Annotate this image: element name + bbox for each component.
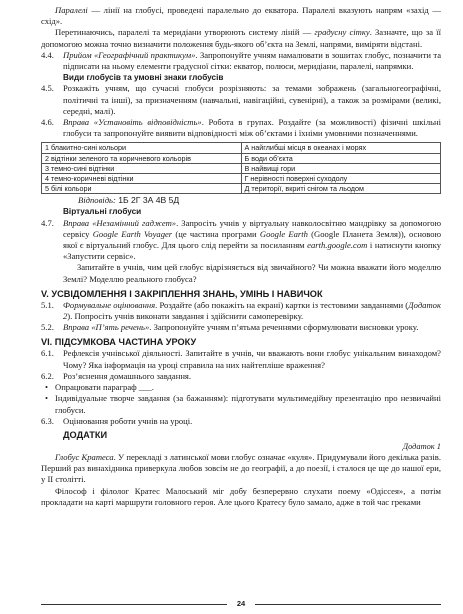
item-text xyxy=(63,300,441,322)
service-name: Google Earth Voyager xyxy=(92,228,173,239)
table-row xyxy=(42,143,441,153)
item-4-5 xyxy=(41,83,441,117)
item-body: . Запропонуйте учням п’ятьма реченнями сформулювати висновки уроку. xyxy=(149,322,419,333)
parallels-term: Паралелі xyxy=(55,5,88,15)
item-body: Роз’яснення домашнього завдання. xyxy=(63,370,192,381)
item-text xyxy=(63,322,441,333)
section-heading-v: V. УСВІДОМЛЕННЯ І ЗАКРІПЛЕННЯ ЗНАНЬ, УМІНЬ І НАВИЧОК xyxy=(41,288,323,299)
item-question: Запитайте в учнів, чим цей глобус відрізняється від звичайного? Чи можна вважати його моделлю Землі? Моделлю реального глобуса? xyxy=(63,262,441,284)
item-number: 4.4. xyxy=(41,49,54,60)
subheading-virtual-globes: Віртуальні глобуси xyxy=(63,207,142,217)
footer-rule-right xyxy=(255,604,441,605)
item-body: . Запропонуйте учням намалювати в зошитах глобус, позначити та підписати на ньому елементи градусної сітки: екватор, полюси, меридіани, паралелі, напрямки. xyxy=(63,49,442,72)
table-row xyxy=(42,184,441,194)
bullet-icon: • xyxy=(45,382,49,393)
page-footer xyxy=(41,598,441,610)
item-4-7 xyxy=(41,218,441,285)
table-cell: 5 білі кольори xyxy=(42,184,242,194)
item-body: Розкажіть учням, що сучасні глобуси розрізняють: за темами зображень (загальногеографічні, політичні та інші), за призначенням (навчальні, навігаційні, сувенірні), а також за розмірами (великі, середні, малі). xyxy=(63,83,441,116)
table-cell: Д території, вкриті снігом та льодом xyxy=(241,184,441,194)
item-body: Рефлексія учнівської діяльності. Запитайте в учнів, чи вважають вони глобус унікальним винаходом? Чому? Яка інформація на уроці справила на них найтепліше враження? xyxy=(63,348,441,370)
parallels-paragraph xyxy=(41,5,441,27)
item-number: 4.6. xyxy=(41,117,54,128)
table-cell: А найглибші місця в океанах і морях xyxy=(241,143,441,153)
item-number: 5.2. xyxy=(41,322,54,333)
bullet-icon: • xyxy=(45,393,49,404)
bullet-text: Опрацювати параграф ___. xyxy=(55,382,154,393)
item-number: 6.1. xyxy=(41,348,54,359)
method-name: Формувальне оцінювання xyxy=(63,299,156,310)
appendix-text: . У перекладі з латинської мови глобус означає «куля». Придумували його декілька разів. Перший раз винахідника приверкула любов зовсім не до географії, а до поезії, і сталося це ще до нашої ери, у ІІ столітті. xyxy=(41,451,441,485)
item-5-1 xyxy=(41,300,441,322)
item-body: і натиснути кнопку «Запустити сервіс». xyxy=(63,240,441,262)
grid-term: градусну сітку xyxy=(314,27,370,38)
section-heading-vi: VI. ПІДСУМКОВА ЧАСТИНА УРОКУ xyxy=(41,337,197,348)
appendix-label: Додаток 1 xyxy=(402,441,441,451)
item-number: 6.3. xyxy=(41,415,54,426)
earth-link[interactable]: earth.google.com xyxy=(307,240,368,251)
item-text xyxy=(63,218,441,263)
table-cell: 1 блакитно-сині кольори xyxy=(42,143,242,153)
table-cell: 2 відтінки зеленого та коричневого кольорів xyxy=(42,153,242,163)
item-body: . Роздайте (або покажіть на екрані) картки із тестовими завданнями ( xyxy=(155,299,409,310)
appendix-ref: Додаток 2 xyxy=(63,299,441,322)
subheading-globe-types: Види глобусів та умовні знаки глобусів xyxy=(63,73,224,83)
item-body: ). Попросіть учнів виконати завдання і здійснити самоперевірку. xyxy=(67,311,304,322)
page-number: 24 xyxy=(236,599,246,608)
item-content xyxy=(63,218,441,285)
answers-label: Відповідь: xyxy=(78,195,116,206)
item-6-2 xyxy=(41,371,441,382)
grid-text-2: . Зазначте, що за її допомогою можна точно визначити положення будь-якого об’єкта на Землі, напрями, виміряти відстані. xyxy=(41,27,441,49)
item-4-6 xyxy=(41,117,441,139)
answers-line xyxy=(41,194,441,206)
appendix-paragraph-1 xyxy=(41,452,441,486)
item-body: . Робота в групах. Роздайте (за можливості) фізичні шкільні глобуси та запропонуйте виявити відповідності між об’єктами і їхніми умовними позначеннями. xyxy=(63,117,442,139)
section-heading-appendices: ДОДАТКИ xyxy=(63,429,108,440)
table-row xyxy=(42,163,441,173)
item-5-2 xyxy=(41,322,441,333)
matching-table xyxy=(41,142,441,194)
table-cell: 3 темно-сині відтінки xyxy=(42,163,242,173)
list-item xyxy=(41,393,441,415)
item-body: . Запросіть учнів у віртуальну навколосвітню мандрівку за допомогою сервісу xyxy=(63,217,441,239)
item-6-1 xyxy=(41,348,441,370)
grid-text-1: Перетинаючись, паралелі та меридіани утворюють систему ліній — xyxy=(55,27,315,38)
method-name: Вправа «Незамінний гаджет» xyxy=(63,217,177,228)
table-cell: Б води об’єкта xyxy=(241,153,441,163)
service-name: Google Earth xyxy=(259,228,308,239)
table-row xyxy=(42,153,441,163)
parallels-text: — лінії на глобусі, проведені паралельно до екватора. Паралелі вказують напрям «захід — схід». xyxy=(41,5,441,27)
method-name: Вправа «П’ять речень» xyxy=(63,322,150,333)
item-4-4 xyxy=(41,50,441,72)
appendix-term: Глобус Кратеса xyxy=(55,451,114,462)
item-number: 6.2. xyxy=(41,370,54,381)
item-text xyxy=(63,117,441,139)
grid-paragraph xyxy=(41,27,441,49)
item-body: (це частина програми xyxy=(172,228,260,239)
table-cell: 4 темно-коричневі відтінки xyxy=(42,174,242,184)
list-item xyxy=(41,382,441,393)
table-row xyxy=(42,174,441,184)
item-number: 4.7. xyxy=(41,217,54,228)
item-text xyxy=(63,50,441,72)
table-cell: Г нерівності поверхні суходолу xyxy=(241,174,441,184)
method-name: Прийом «Географічний практикум» xyxy=(63,49,196,60)
item-body: (Google Планета Земля)), основою якої є віртуальний глобус. Для цього слід перейти за посиланням xyxy=(63,228,441,251)
item-body: Оцінювання роботи учнів на уроці. xyxy=(63,415,193,426)
table-cell: В найвищі гори xyxy=(241,163,441,173)
item-6-3 xyxy=(41,416,441,427)
item-number: 5.1. xyxy=(41,299,54,310)
item-number: 4.5. xyxy=(41,83,54,94)
method-name: Вправа «Установіть відповідність» xyxy=(63,117,202,128)
bullet-text: Індивідуальне творче завдання (за бажанням): підготувати мультимедійну презентацію про незвичайні глобуси. xyxy=(55,393,441,415)
page-content xyxy=(41,5,441,508)
answers-value: 1Б 2Г 3А 4В 5Д xyxy=(115,195,180,206)
appendix-paragraph-2: Філософ і філолог Кратес Малоський міг добу безперервно слухати поему «Одіссея», а потім прокладати на карті маршрути головного героя. Але цього Кратесу було замало, адже в той час греками xyxy=(41,485,441,507)
